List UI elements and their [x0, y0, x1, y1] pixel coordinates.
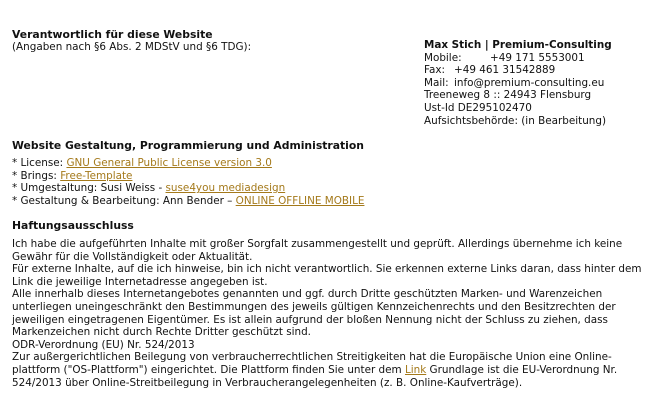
liability-heading: Haftungsausschluss [12, 219, 134, 232]
design-credits-list [12, 157, 364, 207]
contact-block [424, 39, 652, 127]
list-item-license [12, 157, 364, 170]
odr-text-before: Zur außergerichtlichen Beilegung von verbraucherrechtlichen Streitigkeiten hat die Europäische Union eine Online-plattform ("OS-Plattform") eingerichtet. Die Plattform finden Sie unter dem [12, 351, 612, 376]
mail-value: info@premium-consulting.eu [454, 76, 605, 89]
free-template-link[interactable]: Free-Template [60, 169, 133, 182]
contact-mobile-row [424, 52, 652, 65]
mobile-label: Mobile: [424, 51, 462, 64]
online-offline-mobile-link[interactable]: ONLINE OFFLINE MOBILE [235, 194, 365, 207]
contact-authority: Aufsichtsbehörde: (in Bearbeitung) [424, 114, 607, 127]
gpl-license-link[interactable]: GNU General Public License version 3.0 [66, 157, 272, 169]
liability-paragraph-external: Für externe Inhalte, auf die ich hinweise, bin ich nicht verantwortlich. Sie erkennen externe Links daran, dass hinter dem Link die jeweilige Internetadresse angegeben ist. [12, 263, 642, 288]
odr-platform-link[interactable]: Link [404, 363, 427, 376]
license-prefix: * License: [12, 157, 67, 169]
fax-label: Fax: [424, 64, 446, 77]
liability-paragraph-trademarks: Alle innerhalb dieses Internetangebotes genannten und ggf. durch Dritte geschützten Marken- und Warenzeichen unterliegen uneingeschränkt den Bestimmungen des jeweils gültigen Kennzeichenrechts und den Besitzrechten der jeweiligen eingetragenen Eigentümer. Es ist allein aufgrund der bloßen Nennung nicht der Schluss zu ziehen, dass Markenzeichen nicht durch Rechte Dritter geschützt sind. [12, 288, 616, 339]
contact-address: Treeneweg 8 :: 24943 Flensburg [424, 89, 592, 102]
mobile-value: +49 171 5553001 [490, 51, 585, 64]
redesign-prefix: * Umgestaltung: Susi Weiss - [12, 182, 166, 195]
contact-ustid: Ust-Id DE295102470 [424, 101, 532, 114]
suse4you-link[interactable]: suse4you mediadesign [165, 182, 286, 195]
design-editing-prefix: * Gestaltung & Bearbeitung: Ann Bender – [12, 194, 236, 207]
liability-text [12, 238, 652, 389]
liability-paragraph-care: Ich habe die aufgeführten Inhalte mit großer Sorgfalt zusammengestellt und geprüft. Allerdings übernehme ich keine Gewähr für die Vollständigkeit oder Aktualität. [12, 238, 623, 263]
list-item-redesign [12, 182, 364, 195]
contact-name: Max Stich | Premium-Consulting [424, 39, 612, 51]
fax-value: +49 461 31542889 [454, 64, 556, 77]
responsible-note: (Angaben nach §6 Abs. 2 MDStV und §6 TDG): [12, 41, 252, 53]
mail-label: Mail: [424, 76, 449, 89]
odr-text-after: Grundlage ist die EU-Verordnung Nr. 524/2013 über Online-Streitbeilegung in Verbraucherangelegenheiten (z. B. Online-Kaufverträge). [12, 363, 618, 389]
list-item-brings [12, 170, 364, 183]
list-item-design-editing [12, 195, 364, 208]
contact-fax-row [424, 64, 652, 77]
odr-platform-paragraph [12, 351, 652, 389]
responsible-heading: Verantwortlich für diese Website [12, 28, 213, 41]
design-heading: Website Gestaltung, Programmierung und Administration [12, 139, 364, 152]
odr-regulation-line: ODR-Verordnung (EU) Nr. 524/2013 [12, 338, 195, 351]
contact-mail-row [424, 77, 652, 90]
brings-prefix: * Brings: [12, 169, 61, 182]
